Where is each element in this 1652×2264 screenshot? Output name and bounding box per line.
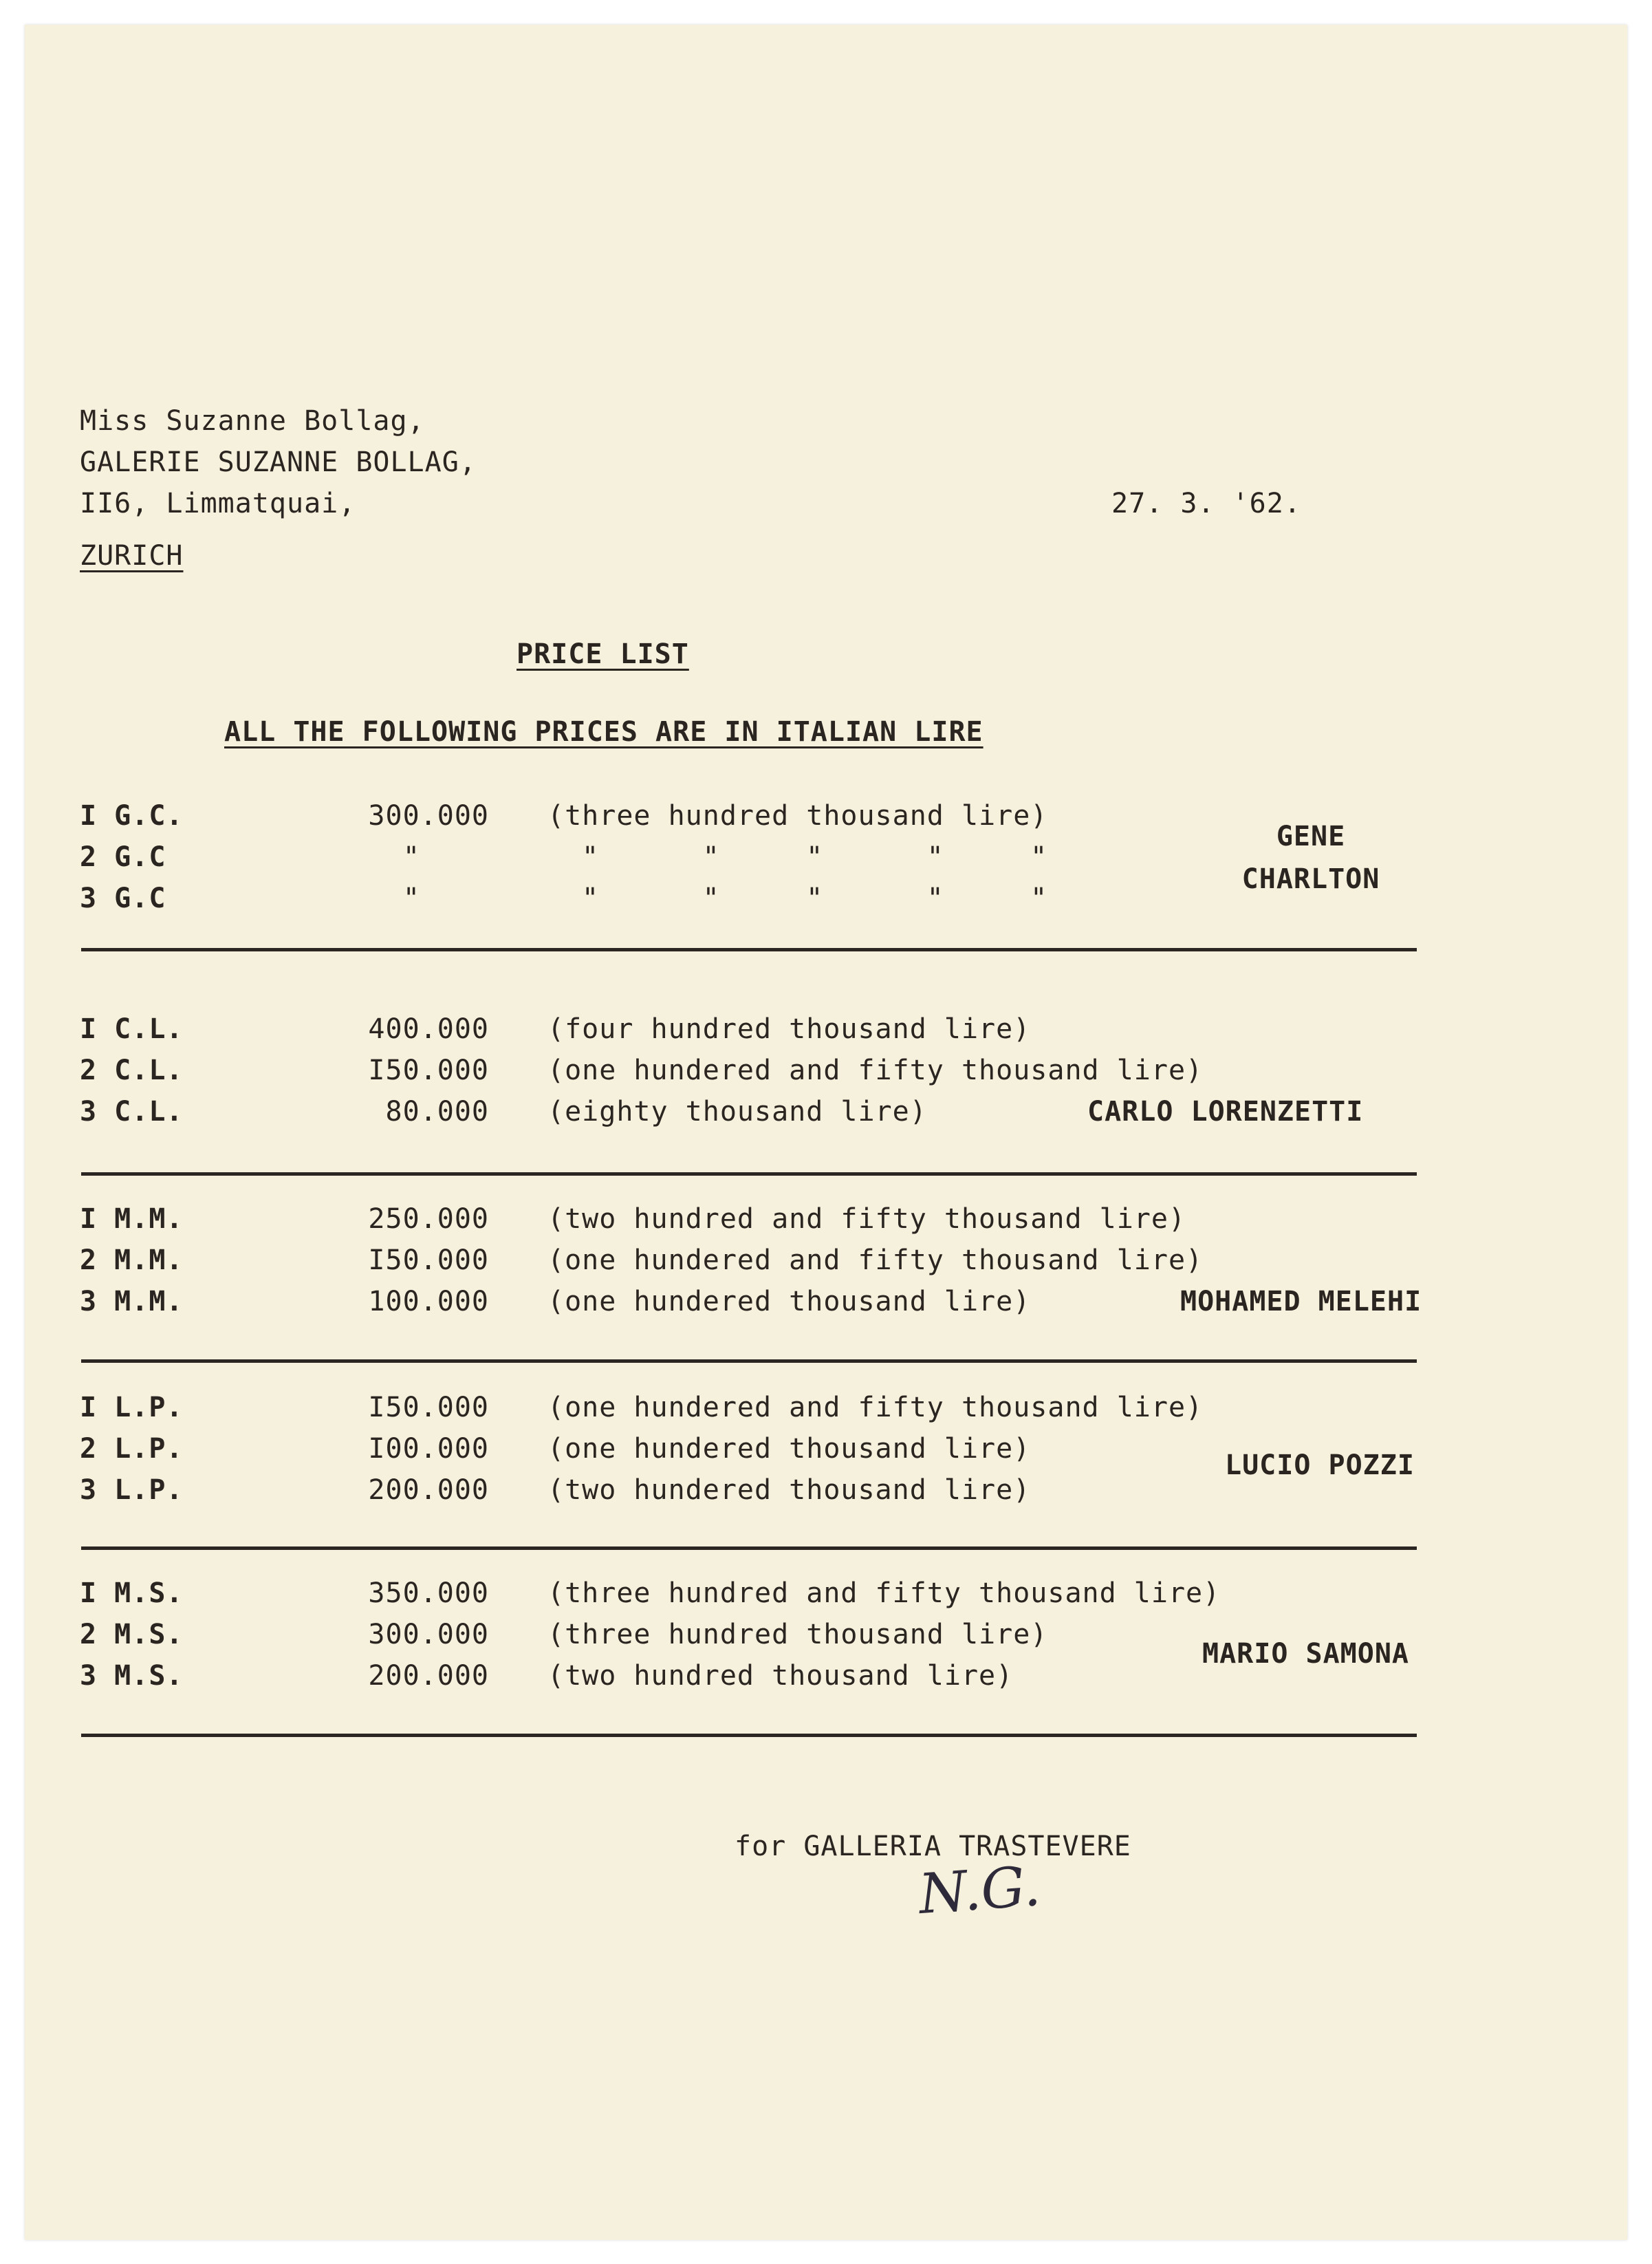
recipient-gallery: GALERIE SUZANNE BOLLAG,: [80, 446, 477, 478]
row-price: 300.000: [368, 1619, 489, 1650]
section-divider: [81, 1734, 1417, 1737]
closing-line: for GALLERIA TRASTEVERE: [735, 1831, 1131, 1862]
row-code: 2 G.C: [80, 841, 166, 873]
row-amount-in-words: (two hundered thousand lire): [547, 1474, 1031, 1506]
row-code: 2 C.L.: [80, 1055, 184, 1086]
row-price: ": [402, 841, 420, 873]
row-amount-in-words: (three hundred thousand lire): [547, 800, 1048, 832]
row-code: I L.P.: [80, 1392, 184, 1423]
row-code: I G.C.: [80, 800, 184, 832]
row-price: I50.000: [368, 1055, 489, 1086]
row-price: 250.000: [368, 1203, 489, 1235]
row-code: 2 M.S.: [80, 1619, 184, 1650]
row-price: 200.000: [368, 1660, 489, 1692]
row-price: I50.000: [368, 1392, 489, 1423]
recipient-name: Miss Suzanne Bollag,: [80, 405, 425, 437]
row-price: 100.000: [368, 1286, 489, 1317]
row-amount-in-words: (three hundred and fifty thousand lire): [547, 1577, 1221, 1609]
row-code: I C.L.: [80, 1013, 184, 1045]
row-amount-in-words: " " " " ": [582, 883, 1048, 914]
row-code: 2 M.M.: [80, 1244, 184, 1276]
row-amount-in-words: " " " " ": [582, 841, 1048, 873]
recipient-street: II6, Limmatquai,: [80, 488, 356, 519]
row-price: 300.000: [368, 800, 489, 832]
row-amount-in-words: (one hundered and fifty thousand lire): [547, 1244, 1204, 1276]
row-code: 2 L.P.: [80, 1433, 184, 1465]
row-amount-in-words: (four hundred thousand lire): [547, 1013, 1031, 1045]
row-amount-in-words: (two hundred and fifty thousand lire): [547, 1203, 1186, 1235]
row-price: I50.000: [368, 1244, 489, 1276]
document-page: [25, 25, 1627, 2240]
page-title: PRICE LIST: [517, 638, 689, 670]
section-divider: [81, 1546, 1417, 1550]
section-divider: [81, 1172, 1417, 1176]
page-subtitle: ALL THE FOLLOWING PRICES ARE IN ITALIAN LIRE: [224, 716, 983, 748]
row-price: 80.000: [385, 1096, 489, 1128]
row-price: 200.000: [368, 1474, 489, 1506]
recipient-city: ZURICH: [80, 540, 184, 572]
artist-name: LUCIO POZZI: [1225, 1449, 1415, 1481]
row-price: 350.000: [368, 1577, 489, 1609]
row-code: 3 M.M.: [80, 1286, 184, 1317]
row-code: I M.M.: [80, 1203, 184, 1235]
row-code: 3 L.P.: [80, 1474, 184, 1506]
row-code: 3 M.S.: [80, 1660, 184, 1692]
artist-name: GENE: [1276, 821, 1346, 852]
artist-name: MOHAMED MELEHI: [1180, 1286, 1422, 1317]
row-amount-in-words: (eighty thousand lire): [547, 1096, 927, 1128]
section-divider: [81, 1359, 1417, 1363]
artist-name: CARLO LORENZETTI: [1087, 1096, 1364, 1128]
row-price: ": [402, 883, 420, 914]
row-amount-in-words: (one hundered thousand lire): [547, 1433, 1031, 1465]
row-amount-in-words: (one hundered and fifty thousand lire): [547, 1055, 1204, 1086]
row-price: I00.000: [368, 1433, 489, 1465]
row-amount-in-words: (two hundred thousand lire): [547, 1660, 1014, 1692]
section-divider: [81, 948, 1417, 951]
row-amount-in-words: (one hundered thousand lire): [547, 1286, 1031, 1317]
letter-date: 27. 3. '62.: [1111, 488, 1301, 519]
row-amount-in-words: (one hundered and fifty thousand lire): [547, 1392, 1204, 1423]
handwritten-signature: N.G.: [916, 1853, 1043, 1927]
row-code: 3 C.L.: [80, 1096, 184, 1128]
row-amount-in-words: (three hundred thousand lire): [547, 1619, 1048, 1650]
artist-name: CHARLTON: [1241, 863, 1380, 895]
row-code: I M.S.: [80, 1577, 184, 1609]
artist-name: MARIO SAMONA: [1202, 1638, 1409, 1670]
row-price: 400.000: [368, 1013, 489, 1045]
row-code: 3 G.C: [80, 883, 166, 914]
